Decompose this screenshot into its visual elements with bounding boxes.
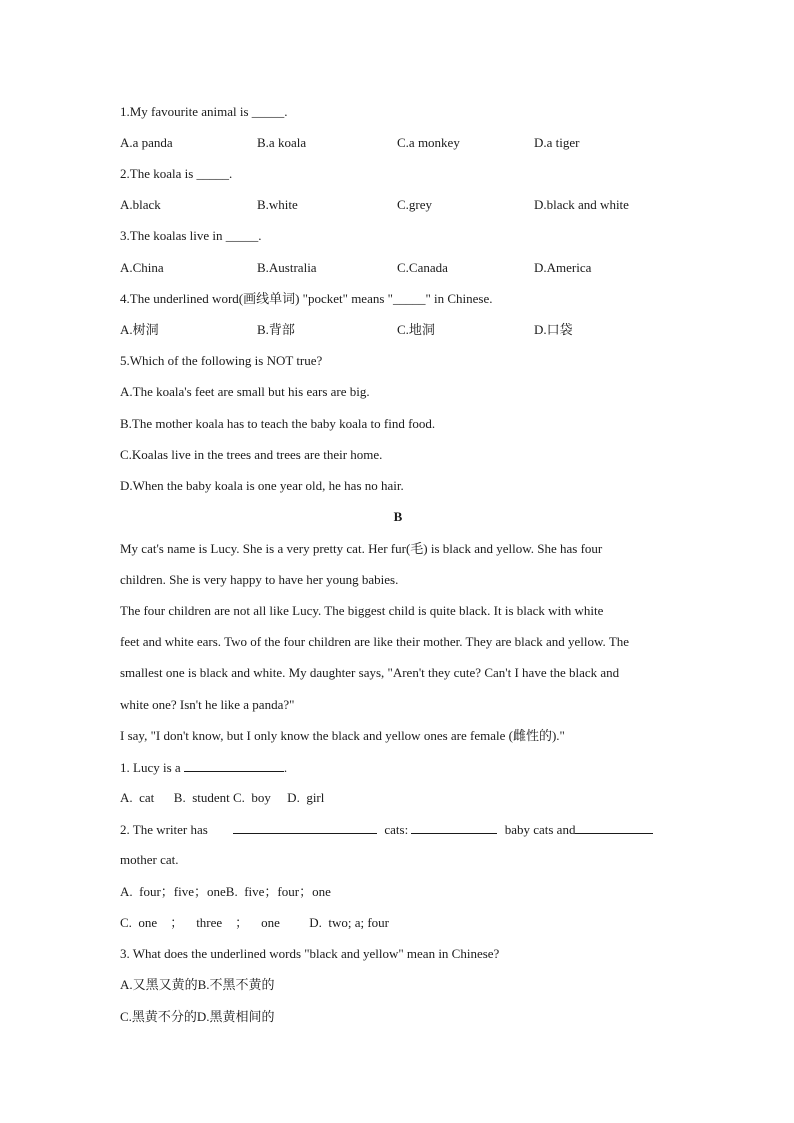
b-question-3-options-line-2: C.黑黄不分的D.黑黄相间的 <box>120 1009 275 1024</box>
passage-line: I say, "I don't know, but I only know the black and yellow ones are female (雌性的)." <box>120 728 565 743</box>
question-4-stem: 4.The underlined word(画线单词) "pocket" means "_____" in Chinese. <box>120 291 493 306</box>
passage-line: white one? Isn't he like a panda?" <box>120 697 295 712</box>
option: B.背部 <box>257 322 295 337</box>
b-question-3-stem: 3. What does the underlined words "black and yellow" mean in Chinese? <box>120 946 500 961</box>
option: D.a tiger <box>534 135 580 150</box>
passage-line: The four children are not all like Lucy. The biggest child is quite black. It is black with white <box>120 603 604 618</box>
answer-blank[interactable] <box>233 821 377 834</box>
option: B.Australia <box>257 260 317 275</box>
option: D.口袋 <box>534 322 573 337</box>
option: A.a panda <box>120 135 173 150</box>
b-question-2-text-c: baby cats and <box>504 822 576 837</box>
option: A.black <box>120 197 161 212</box>
b-question-3-options-line-1: A.又黑又黄的B.不黑不黄的 <box>120 977 275 992</box>
b-question-1-text: 1. Lucy is a <box>120 760 181 775</box>
question-5-stem: 5.Which of the following is NOT true? <box>120 353 323 368</box>
b-question-2-text-a: 2. The writer has <box>120 822 208 837</box>
option: C.Canada <box>397 260 448 275</box>
option: C.a monkey <box>397 135 460 150</box>
passage-line: children. She is very happy to have her young babies. <box>120 572 399 587</box>
answer-blank[interactable] <box>184 759 284 772</box>
answer-blank[interactable] <box>411 821 497 834</box>
answer-blank[interactable] <box>575 821 653 834</box>
option: B.a koala <box>257 135 307 150</box>
b-question-2-options-line-1: A. four；five；oneB. five；four；one <box>120 884 331 899</box>
section-b-heading: B <box>393 509 403 524</box>
question-5-option-c: C.Koalas live in the trees and trees are their home. <box>120 447 383 462</box>
period: . <box>283 760 288 775</box>
b-question-2-text-b: cats: <box>384 822 409 837</box>
option: A.树洞 <box>120 322 159 337</box>
question-5-option-a: A.The koala's feet are small but his ears are big. <box>120 384 370 399</box>
passage-line: My cat's name is Lucy. She is a very pretty cat. Her fur(毛) is black and yellow. She has four <box>120 541 603 556</box>
option: C.地洞 <box>397 322 435 337</box>
option: D.black and white <box>534 197 629 212</box>
b-question-2-options-line-2: C. one ； three ； one D. two; a; four <box>120 915 389 930</box>
question-1-stem: 1.My favourite animal is _____. <box>120 104 288 119</box>
question-3-stem: 3.The koalas live in _____. <box>120 228 262 243</box>
option: C.grey <box>397 197 433 212</box>
option: D.America <box>534 260 592 275</box>
passage-line: smallest one is black and white. My daughter says, "Aren't they cute? Can't I have the black and <box>120 665 620 680</box>
question-2-stem: 2.The koala is _____. <box>120 166 233 181</box>
passage-line: feet and white ears. Two of the four children are like their mother. They are black and yellow. The <box>120 634 630 649</box>
b-question-2-stem-continued: mother cat. <box>120 852 179 867</box>
option: B.white <box>257 197 298 212</box>
question-5-option-b: B.The mother koala has to teach the baby koala to find food. <box>120 416 436 431</box>
b-question-1-options: A. cat B. student C. boy D. girl <box>120 790 325 805</box>
option: A.China <box>120 260 164 275</box>
b-question-2-stem <box>120 821 653 838</box>
question-5-option-d: D.When the baby koala is one year old, he has no hair. <box>120 478 404 493</box>
b-question-1-stem <box>120 759 287 776</box>
